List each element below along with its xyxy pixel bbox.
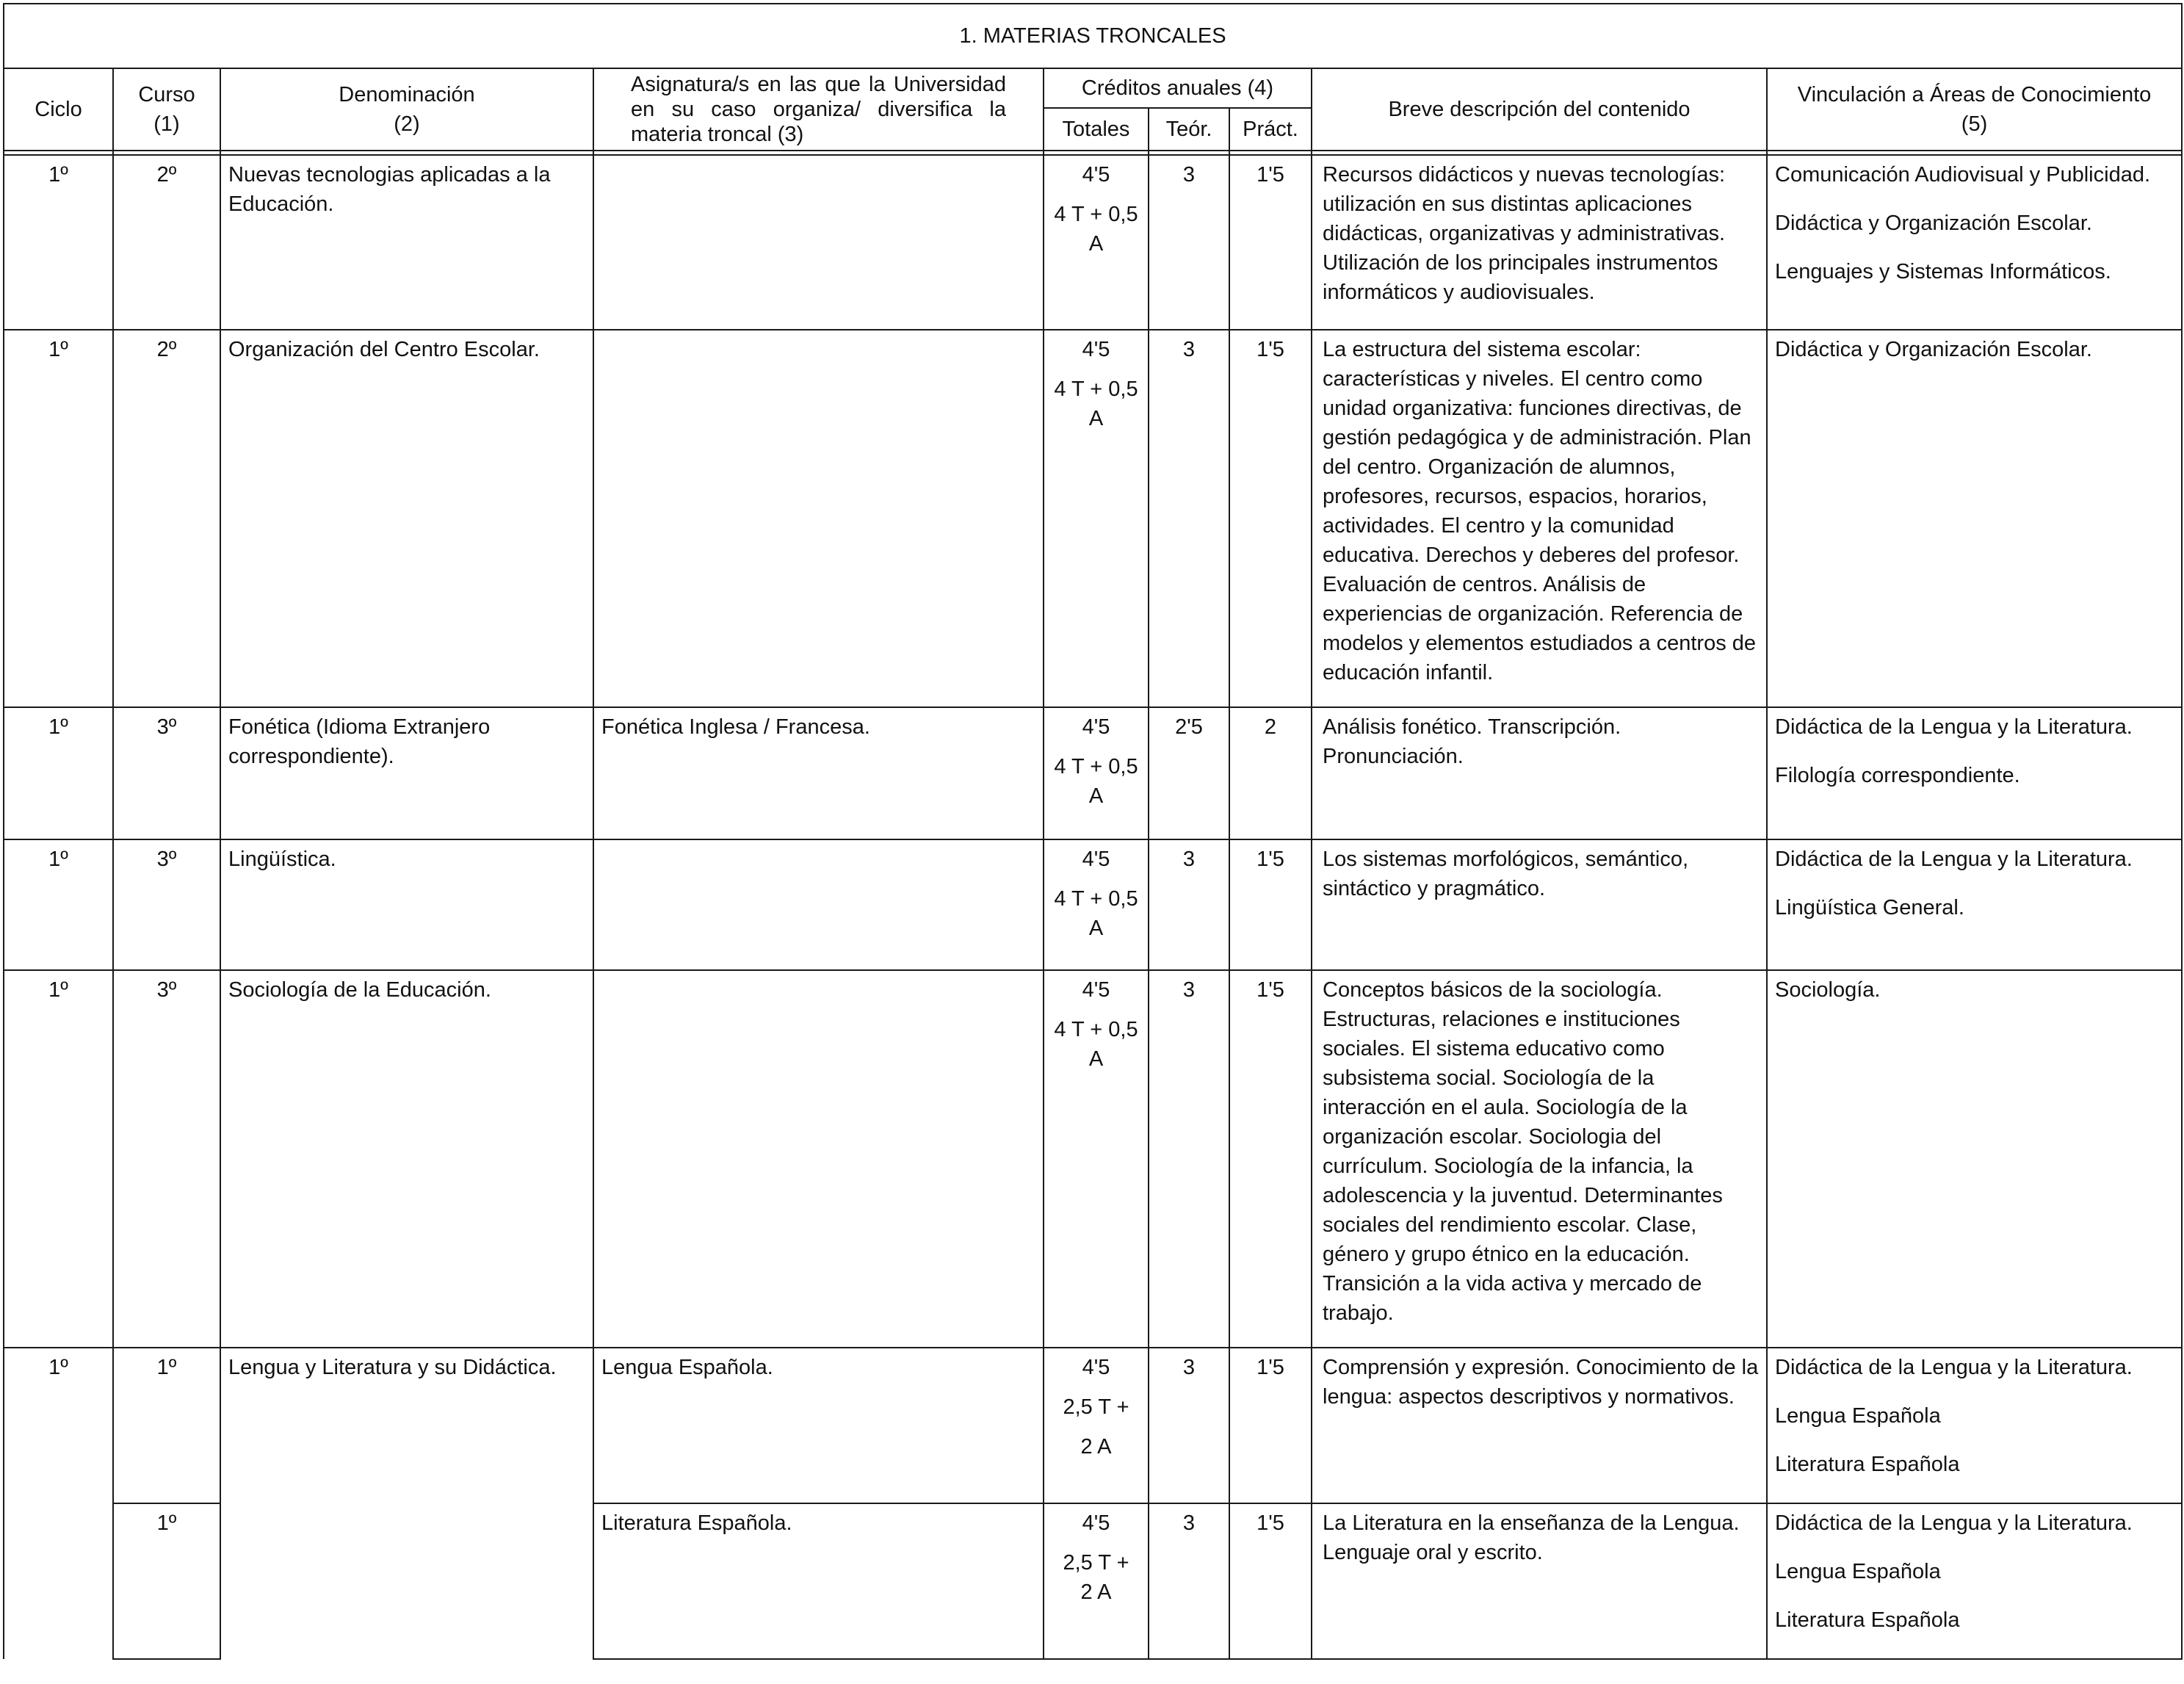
header-teor: Teór. xyxy=(1149,108,1229,151)
cell-curso: 3º xyxy=(113,707,220,839)
table-row xyxy=(4,707,2182,839)
cell-denominacion: Nuevas tecnologias aplicadas a la Educación. xyxy=(220,155,593,330)
cell-descripcion: Conceptos básicos de la sociología. Estructuras, relaciones e instituciones sociales. El sistema educativo como subsistema social. Sociología de la interacción en el aula. Sociología de la organización escolar. Sociologia del currículum. Sociología de la infancia, la adolescencia y la juventud. Determinantes sociales del rendimiento escolar. Clase, género y grupo étnico en la educación. Transición a la vida activa y mercado de trabajo. xyxy=(1312,970,1767,1348)
cell-ciclo: 1º xyxy=(4,707,113,839)
area-item: Didáctica y Organización Escolar. xyxy=(1775,212,2092,235)
cell-descripcion: La Literatura en la enseñanza de la Lengua. Lenguaje oral y escrito. xyxy=(1312,1503,1767,1659)
cell-areas xyxy=(1767,1503,2182,1659)
totales-value: 4'5 xyxy=(1082,338,1110,361)
area-item: Didáctica de la Lengua y la Literatura. xyxy=(1775,715,2133,739)
cell-descripcion: Análisis fonético. Transcripción. Pronunciación. xyxy=(1312,707,1767,839)
header-totales: Totales xyxy=(1044,108,1149,151)
cell-ciclo: 1º xyxy=(4,155,113,330)
cell-areas xyxy=(1767,330,2182,707)
cell-teor: 3 xyxy=(1149,1348,1229,1503)
cell-pract: 1'5 xyxy=(1229,839,1312,970)
totales-value: 4'5 xyxy=(1082,848,1110,871)
table-row xyxy=(4,970,2182,1348)
header-denominacion-label: Denominación xyxy=(339,83,475,106)
cell-denominacion: Lingüística. xyxy=(220,839,593,970)
area-item: Sociología. xyxy=(1775,978,1881,1002)
cell-pract: 1'5 xyxy=(1229,1348,1312,1503)
modalidad-value: 4 T + 0,5 A xyxy=(1054,1018,1138,1071)
header-descripcion: Breve descripción del contenido xyxy=(1312,68,1767,151)
materias-troncales-table xyxy=(3,3,2183,1660)
cell-denominacion: Sociología de la Educación. xyxy=(220,970,593,1348)
area-item: Didáctica de la Lengua y la Literatura. xyxy=(1775,1511,2133,1535)
cell-asignatura xyxy=(593,330,1044,707)
cell-areas xyxy=(1767,1348,2182,1503)
area-item: Lingüística General. xyxy=(1775,896,1964,919)
header-pract: Práct. xyxy=(1229,108,1312,151)
cell-curso: 3º xyxy=(113,970,220,1348)
cell-asignatura xyxy=(593,970,1044,1348)
header-vinculacion xyxy=(1767,68,2182,151)
cell-teor: 3 xyxy=(1149,330,1229,707)
cell-totales xyxy=(1044,330,1149,707)
cell-areas xyxy=(1767,839,2182,970)
modalidad-value: 2 A xyxy=(1080,1435,1112,1459)
area-item: Comunicación Audiovisual y Publicidad. xyxy=(1775,163,2151,187)
table-row xyxy=(4,839,2182,970)
header-curso xyxy=(113,68,220,151)
cell-curso: 2º xyxy=(113,330,220,707)
cell-pract: 1'5 xyxy=(1229,155,1312,330)
header-denominacion xyxy=(220,68,593,151)
cell-pract: 2 xyxy=(1229,707,1312,839)
cell-descripcion: Comprensión y expresión. Conocimiento de la lengua: aspectos descriptivos y normativos. xyxy=(1312,1348,1767,1503)
cell-totales xyxy=(1044,970,1149,1348)
area-item: Didáctica de la Lengua y la Literatura. xyxy=(1775,1356,2133,1379)
cell-denominacion: Fonética (Idioma Extranjero correspondiente). xyxy=(220,707,593,839)
cell-pract: 1'5 xyxy=(1229,330,1312,707)
modalidad-value: 4 T + 0,5 A xyxy=(1054,377,1138,430)
cell-totales xyxy=(1044,1348,1149,1503)
cell-asignatura xyxy=(593,155,1044,330)
area-item: Didáctica y Organización Escolar. xyxy=(1775,338,2092,361)
totales-value: 4'5 xyxy=(1082,715,1110,739)
cell-curso: 2º xyxy=(113,155,220,330)
area-item: Lenguajes y Sistemas Informáticos. xyxy=(1775,260,2111,283)
table-row xyxy=(4,155,2182,330)
modalidad-value: 4 T + 0,5 A xyxy=(1054,755,1138,808)
cell-areas xyxy=(1767,970,2182,1348)
cell-totales xyxy=(1044,155,1149,330)
cell-teor: 3 xyxy=(1149,1503,1229,1659)
cell-areas xyxy=(1767,707,2182,839)
totales-value: 4'5 xyxy=(1082,1511,1110,1535)
cell-ciclo: 1º xyxy=(4,970,113,1348)
totales-value: 4'5 xyxy=(1082,978,1110,1002)
cell-totales xyxy=(1044,839,1149,970)
cell-ciclo: 1º xyxy=(4,1348,113,1659)
cell-ciclo: 1º xyxy=(4,330,113,707)
header-creditos: Créditos anuales (4) xyxy=(1044,68,1312,108)
modalidad-value: 4 T + 0,5 A xyxy=(1054,887,1138,940)
cell-denominacion: Organización del Centro Escolar. xyxy=(220,330,593,707)
modalidad-value: 2,5 T + xyxy=(1063,1395,1129,1419)
cell-descripcion: Los sistemas morfológicos, semántico, sintáctico y pragmático. xyxy=(1312,839,1767,970)
cell-teor: 3 xyxy=(1149,839,1229,970)
cell-ciclo: 1º xyxy=(4,839,113,970)
header-vinculacion-label: Vinculación a Áreas de Conocimiento xyxy=(1797,83,2152,106)
modalidad-value: 2,5 T + 2 A xyxy=(1063,1551,1129,1604)
cell-asignatura: Literatura Española. xyxy=(593,1503,1044,1659)
cell-pract: 1'5 xyxy=(1229,970,1312,1348)
cell-pract: 1'5 xyxy=(1229,1503,1312,1659)
modalidad-value: 4 T + 0,5 A xyxy=(1054,203,1138,256)
cell-curso: 1º xyxy=(113,1348,220,1503)
area-item: Lengua Española xyxy=(1775,1404,1941,1428)
table-row xyxy=(4,330,2182,707)
header-denominacion-ref: (2) xyxy=(394,112,420,136)
cell-teor: 2'5 xyxy=(1149,707,1229,839)
header-curso-ref: (1) xyxy=(153,112,180,136)
header-curso-label: Curso xyxy=(138,83,195,106)
area-item: Literatura Española xyxy=(1775,1453,1960,1476)
header-ciclo: Ciclo xyxy=(4,68,113,151)
document-page xyxy=(3,3,2181,1681)
area-item: Literatura Española xyxy=(1775,1608,1960,1632)
cell-curso: 3º xyxy=(113,839,220,970)
cell-descripcion: La estructura del sistema escolar: características y niveles. El centro como unidad organizativa: funciones directivas, de gestión pedagógica y de administración. Plan del centro. Organización de alumnos, profesores, recursos, espacios, horarios, actividades. El centro y la comunidad educativa. Derechos y deberes del profesor. Evaluación de centros. Análisis de experiencias de organización. Referencia de modelos y elementos estudiados a centros de educación infantil. xyxy=(1312,330,1767,707)
cell-totales xyxy=(1044,1503,1149,1659)
table-title: 1. MATERIAS TRONCALES xyxy=(4,4,2182,68)
header-vinculacion-ref: (5) xyxy=(1961,112,1988,136)
cell-areas xyxy=(1767,155,2182,330)
area-item: Filología correspondiente. xyxy=(1775,764,2020,787)
totales-value: 4'5 xyxy=(1082,1356,1110,1379)
area-item: Didáctica de la Lengua y la Literatura. xyxy=(1775,848,2133,871)
cell-asignatura xyxy=(593,839,1044,970)
cell-asignatura: Lengua Española. xyxy=(593,1348,1044,1503)
header-row xyxy=(4,68,2182,108)
header-asignaturas: Asignatura/s en las que la Universidad en su caso organiza/ diversifica la materia troncal (3) xyxy=(593,68,1044,151)
cell-totales xyxy=(1044,707,1149,839)
cell-teor: 3 xyxy=(1149,155,1229,330)
cell-denominacion: Lengua y Literatura y su Didáctica. xyxy=(220,1348,593,1659)
cell-teor: 3 xyxy=(1149,970,1229,1348)
totales-value: 4'5 xyxy=(1082,163,1110,187)
cell-asignatura: Fonética Inglesa / Francesa. xyxy=(593,707,1044,839)
table-row xyxy=(4,1348,2182,1503)
cell-descripcion: Recursos didácticos y nuevas tecnologías: utilización en sus distintas aplicaciones didácticas, organizativas y administrativas. Utilización de los principales instrumentos informáticos y audiovisuales. xyxy=(1312,155,1767,330)
area-item: Lengua Española xyxy=(1775,1560,1941,1583)
cell-curso: 1º xyxy=(113,1503,220,1659)
